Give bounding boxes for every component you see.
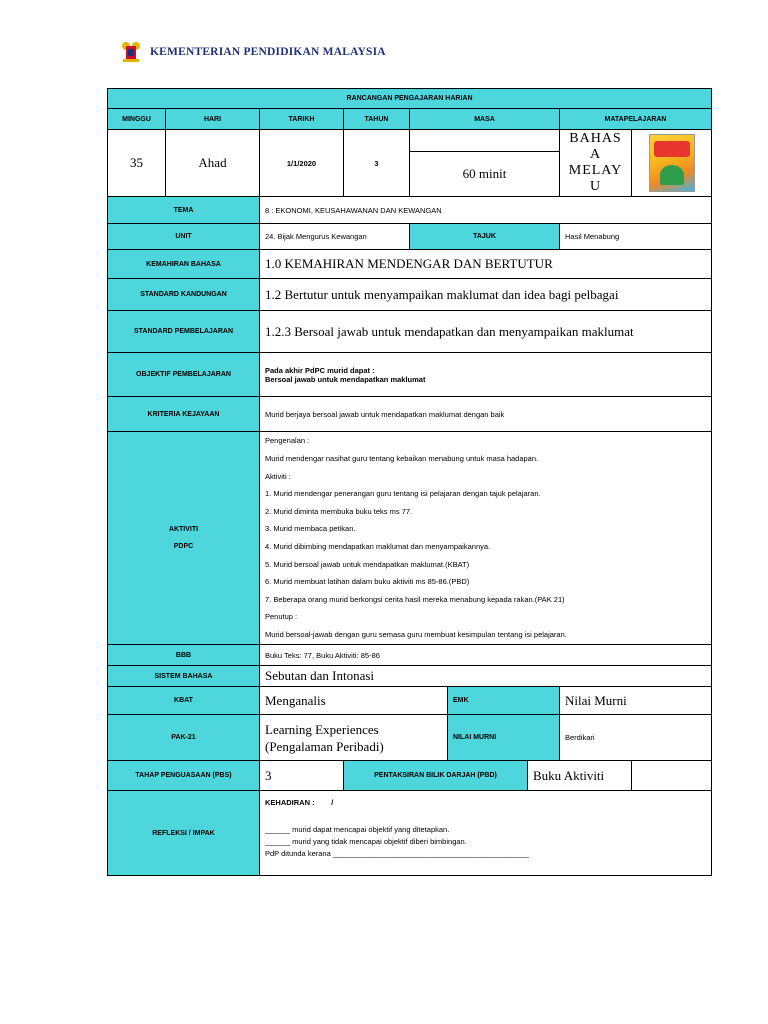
masa-value: 60 minit — [410, 152, 560, 197]
aktiviti-line: Penutup : — [265, 612, 298, 622]
kbat-label: KBAT — [108, 687, 260, 715]
bbb-value: Buku Teks: 77, Buku Aktiviti: 85-86 — [260, 645, 712, 666]
col-tahun: TAHUN — [344, 109, 410, 130]
aktiviti-line: 5. Murid bersoal jawab untuk mendapatkan maklumat.(KBAT) — [265, 559, 470, 569]
standard-pembelajaran-value: 1.2.3 Bersoal jawab untuk mendapatkan dan menyampaikan maklumat — [260, 311, 712, 353]
objektif-line-2: Bersoal jawab untuk mendapatkan maklumat — [265, 374, 426, 384]
refleksi-line-2: ______ murid yang tidak mencapai objektif diberi bimbingan. — [265, 837, 467, 846]
ministry-name: KEMENTERIAN PENDIDIKAN MALAYSIA — [150, 46, 386, 58]
unit-label: UNIT — [108, 224, 260, 250]
col-matapelajaran: MATAPELAJARAN — [560, 109, 712, 130]
kriteria-value: Murid berjaya bersoal jawab untuk mendapatkan maklumat dengan baik — [260, 397, 712, 432]
kemahiran-label: KEMAHIRAN BAHASA — [108, 250, 260, 279]
masa-top-cell — [410, 130, 560, 152]
col-tarikh: TARIKH — [260, 109, 344, 130]
lesson-plan-table — [107, 88, 712, 876]
aktiviti-line: 2. Murid diminta membuka buku teks ms 77. — [265, 506, 413, 516]
col-minggu: MINGGU — [108, 109, 166, 130]
textbook-cover-image — [649, 134, 695, 192]
standard-pembelajaran-label: STANDARD PEMBELAJARAN — [108, 311, 260, 353]
minggu-value: 35 — [108, 130, 166, 197]
refleksi-line-3: PdP ditunda kerana _______________________________________________ — [265, 849, 529, 858]
emk-label: EMK — [448, 687, 560, 715]
malaysia-crest-icon — [120, 40, 142, 64]
objektif-value — [260, 353, 712, 397]
col-hari: HARI — [166, 109, 260, 130]
emk-value: Nilai Murni — [560, 687, 712, 715]
standard-kandungan-label: STANDARD KANDUNGAN — [108, 279, 260, 311]
aktiviti-line: 1. Murid mendengar penerangan guru tentang isi pelajaran dengan tajuk pelajaran. — [265, 489, 541, 499]
nilai-murni-label: NILAI MURNI — [448, 715, 560, 761]
table-title: RANCANGAN PENGAJARAN HARIAN — [108, 89, 712, 109]
pak21-label: PAK-21 — [108, 715, 260, 761]
pbd-label: PENTAKSIRAN BILIK DARJAH (PBD) — [344, 761, 528, 791]
pbd-value: Buku Aktiviti — [528, 761, 632, 791]
subject-value: BAHAS A MELAY U — [560, 130, 632, 197]
kehadiran-text: KEHADIRAN : / — [265, 798, 334, 807]
kriteria-label: KRITERIA KEJAYAAN — [108, 397, 260, 432]
tarikh-value: 1/1/2020 — [260, 130, 344, 197]
refleksi-line-1: ______ murid dapat mencapai objektif yang ditetapkan. — [265, 825, 450, 834]
aktiviti-label-1: AKTIVITI — [168, 526, 199, 533]
hari-value: Ahad — [166, 130, 260, 197]
pbd-extra-cell — [632, 761, 712, 791]
sistem-bahasa-label: SISTEM BAHASA — [108, 666, 260, 687]
tema-label: TEMA — [108, 197, 260, 224]
tema-value: 8 : EKONOMI, KEUSAHAWANAN DAN KEWANGAN — [260, 197, 712, 224]
aktiviti-content — [260, 432, 712, 645]
aktiviti-line: 6. Murid membuat latihan dalam buku aktiviti ms 85-86.(PBD) — [265, 577, 470, 587]
kbat-value: Menganalis — [260, 687, 448, 715]
aktiviti-line: Pengenalan : — [265, 436, 310, 446]
col-masa: MASA — [410, 109, 560, 130]
kemahiran-value: 1.0 KEMAHIRAN MENDENGAR DAN BERTUTUR — [260, 250, 712, 279]
aktiviti-line: Murid mendengar nasihat guru tentang kebaikan menabung untuk masa hadapan. — [265, 454, 539, 464]
bbb-label: BBB — [108, 645, 260, 666]
aktiviti-line: Murid bersoal-jawab dengan guru semasa guru membuat kesimpulan tentang isi pelajaran. — [265, 629, 567, 639]
aktiviti-label — [108, 432, 260, 645]
aktiviti-line: 7. Beberapa orang murid berkongsi cerita hasil mereka menabung kepada rakan.(PAK 21) — [265, 594, 565, 604]
refleksi-content — [260, 791, 712, 876]
standard-kandungan-value: 1.2 Bertutur untuk menyampaikan maklumat dan idea bagi pelbagai — [260, 279, 712, 311]
ministry-header — [120, 40, 386, 64]
aktiviti-label-2: PDPC — [173, 543, 194, 550]
tajuk-value: Hasil Menabung — [560, 224, 712, 250]
objektif-label: OBJEKTIF PEMBELAJARAN — [108, 353, 260, 397]
textbook-cover-cell — [632, 130, 712, 197]
tahun-value: 3 — [344, 130, 410, 197]
tahap-value: 3 — [260, 761, 344, 791]
objektif-line-1: Pada akhir PdPC murid dapat : — [265, 365, 375, 375]
tahap-label: TAHAP PENGUASAAN (PBS) — [108, 761, 260, 791]
refleksi-label: REFLEKSI / IMPAK — [108, 791, 260, 876]
unit-value: 24. Bijak Mengurus Kewangan — [260, 224, 410, 250]
pak21-value: Learning Experiences (Pengalaman Peribadi) — [260, 715, 448, 761]
nilai-murni-value: Berdikari — [560, 715, 712, 761]
aktiviti-line: 4. Murid dibimbing mendapatkan maklumat dan menyampaikannya. — [265, 542, 491, 551]
aktiviti-line: 3. Murid membaca petikan. — [265, 524, 356, 534]
tajuk-label: TAJUK — [410, 224, 560, 250]
sistem-bahasa-value: Sebutan dan Intonasi — [260, 666, 712, 687]
aktiviti-line: Aktiviti : — [265, 471, 291, 481]
